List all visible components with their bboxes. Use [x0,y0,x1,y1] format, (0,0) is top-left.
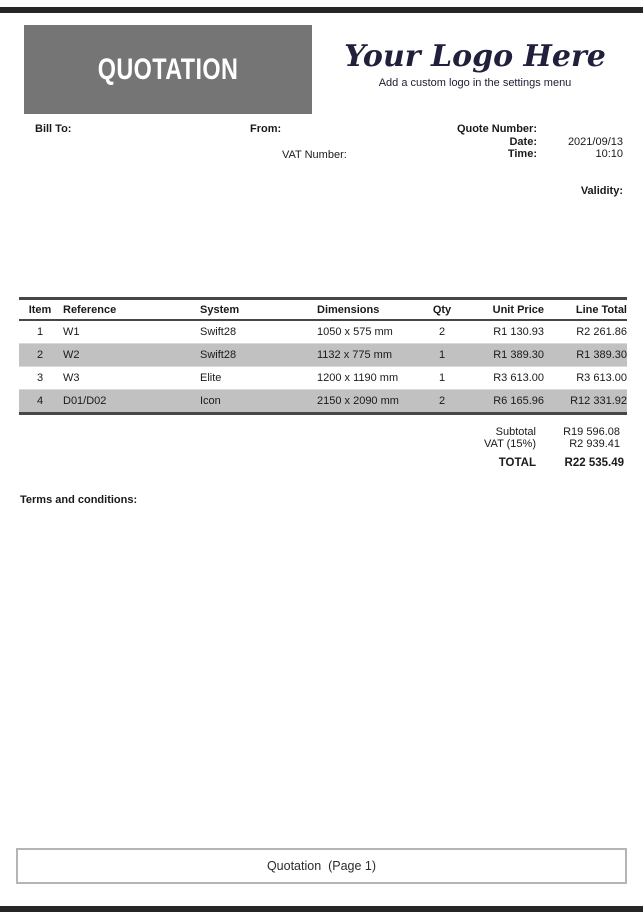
column-header-unit-price: Unit Price [462,299,544,321]
quote-items-table [19,297,627,415]
subtotal-value: R19 596.08 [563,426,620,438]
cell-system: Elite [200,367,317,390]
cell-reference: D01/D02 [61,390,200,414]
cell-system: Swift28 [200,320,317,344]
page-top-edge [0,7,643,13]
cell-qty: 1 [422,344,462,367]
column-header-dimensions: Dimensions [317,299,422,321]
cell-unit-price: R1 389.30 [462,344,544,367]
vat-value: R2 939.41 [569,438,620,450]
logo-subtitle: Add a custom logo in the settings menu [378,77,572,89]
logo-text: Your Logo Here [344,39,606,74]
time-value: 10:10 [595,148,623,160]
column-header-qty: Qty [422,299,462,321]
cell-line-total: R1 389.30 [544,344,627,367]
total-label: TOTAL [498,457,536,469]
cell-qty: 2 [422,390,462,414]
footer-page-label: Quotation (Page 1) [266,859,377,873]
from-label: From: [250,123,282,135]
cell-item: 1 [19,320,61,344]
cell-reference: W3 [61,367,200,390]
page-bottom-edge [0,906,643,912]
cell-item: 2 [19,344,61,367]
time-label: Time: [507,148,537,160]
cell-reference: W1 [61,320,200,344]
cell-dimensions: 2150 x 2090 mm [317,390,422,414]
cell-system: Icon [200,390,317,414]
cell-qty: 2 [422,320,462,344]
total-value: R22 535.49 [564,457,624,469]
table-row [19,320,627,344]
page-footer [16,848,627,884]
cell-dimensions: 1050 x 575 mm [317,320,422,344]
vat-number-label: VAT Number: [282,149,347,161]
terms-and-conditions-label: Terms and conditions: [20,494,138,506]
cell-unit-price: R3 613.00 [462,367,544,390]
cell-line-total: R12 331.92 [544,390,627,414]
cell-system: Swift28 [200,344,317,367]
column-header-reference: Reference [61,299,200,321]
cell-qty: 1 [422,367,462,390]
cell-unit-price: R1 130.93 [462,320,544,344]
cell-dimensions: 1132 x 775 mm [317,344,422,367]
cell-line-total: R2 261.86 [544,320,627,344]
vat-label: VAT (15%) [484,438,536,450]
table-row [19,344,627,367]
column-header-line-total: Line Total [544,299,627,321]
validity-label: Validity: [580,185,623,197]
date-value: 2021/09/13 [567,136,623,148]
quote-number-label: Quote Number: [456,123,537,135]
date-label: Date: [509,136,537,148]
table-header-row [19,299,627,321]
cell-dimensions: 1200 x 1190 mm [317,367,422,390]
cell-item: 4 [19,390,61,414]
bill-to-label: Bill To: [35,123,72,135]
column-header-system: System [200,299,317,321]
logo-placeholder [325,40,625,89]
cell-unit-price: R6 165.96 [462,390,544,414]
cell-item: 3 [19,367,61,390]
column-header-item: Item [19,299,61,321]
subtotal-label: Subtotal [495,426,536,438]
cell-reference: W2 [61,344,200,367]
table-row [19,367,627,390]
page-title: QUOTATION [97,52,239,86]
table-row [19,390,627,414]
quotation-title-box [24,25,312,114]
cell-line-total: R3 613.00 [544,367,627,390]
